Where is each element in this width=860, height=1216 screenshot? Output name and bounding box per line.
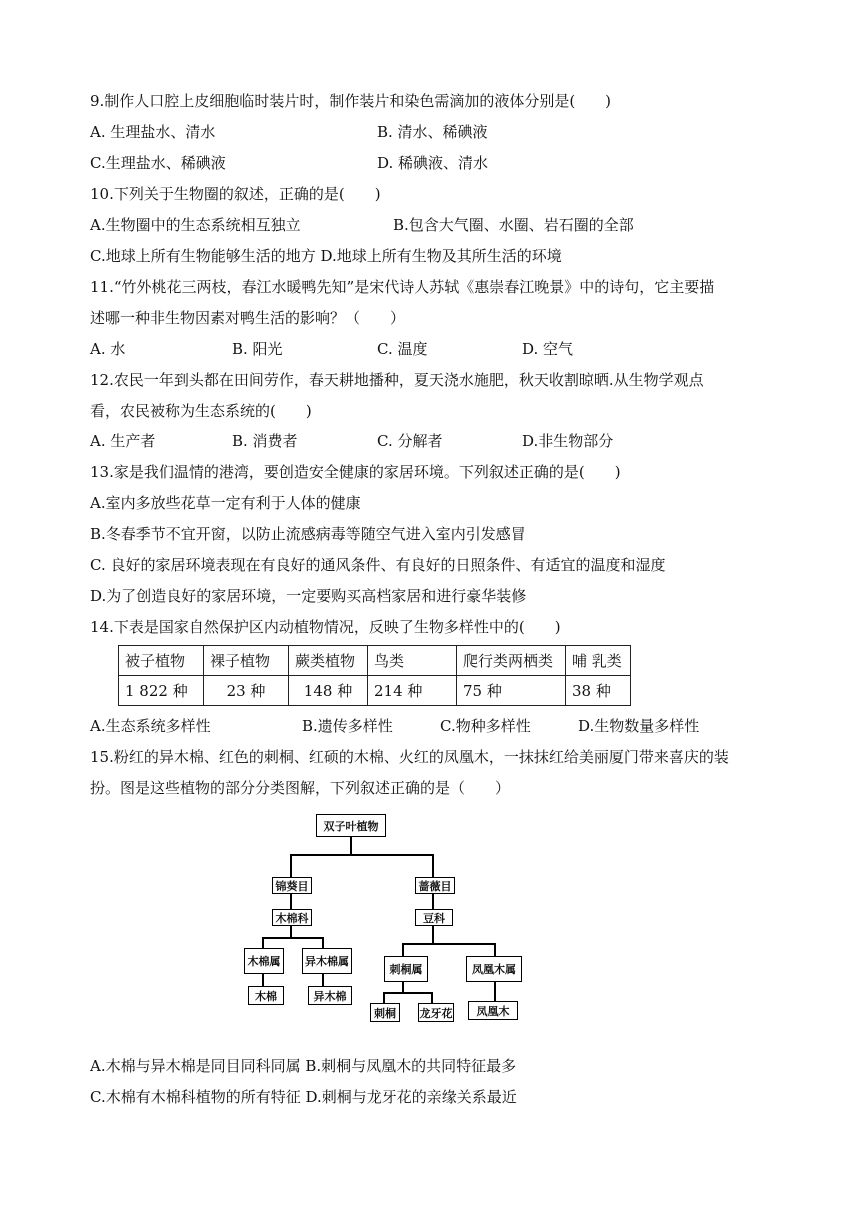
q15-stem-line1: 15.粉红的异木棉、红色的刺桐、红硕的木棉、火红的凤凰木，一抹抹红给美丽厦门带来喜庆的装 — [90, 748, 729, 766]
q10-option-a: A.生物圈中的生态系统相互独立 — [90, 216, 301, 234]
node-family-right: 豆科 — [415, 909, 453, 926]
connector — [431, 992, 433, 1003]
connector — [402, 943, 404, 956]
q13-stem: 13.家是我们温情的港湾，要创造安全健康的家居环境。下列叙述正确的是( ) — [90, 463, 621, 481]
connector — [262, 937, 324, 939]
connector — [262, 937, 264, 948]
connector — [432, 925, 434, 944]
table-row — [119, 676, 631, 706]
q11-stem-line1: 11.“竹外桃花三两枝，春江水暖鸭先知”是宋代诗人苏轼《惠崇春江晚景》中的诗句，它主要描 — [90, 278, 715, 296]
table-cell: 75 种 — [457, 676, 566, 706]
q12-stem-line2: 看，农民被称为生态系统的( ) — [90, 402, 312, 420]
table-header-row — [119, 646, 631, 676]
node-order-right: 蔷薇目 — [415, 877, 455, 894]
q11-option-b: B. 阳光 — [232, 340, 283, 358]
table-cell: 148 种 — [289, 676, 368, 706]
q14-option-d: D.生物数量多样性 — [578, 717, 700, 735]
table-header-cell: 被子植物 — [119, 646, 204, 676]
q14-option-a: A.生态系统多样性 — [90, 717, 211, 735]
q14-option-c: C.物种多样性 — [440, 717, 531, 735]
node-genus-2: 异木棉属 — [302, 948, 352, 974]
connector — [322, 937, 324, 948]
table-header-cell: 鸟类 — [368, 646, 457, 676]
q13-option-a: A.室内多放些花草一定有利于人体的健康 — [90, 494, 361, 512]
table-header-cell: 蕨类植物 — [289, 646, 368, 676]
table-cell: 23 种 — [204, 676, 289, 706]
connector — [383, 992, 433, 994]
q9-stem: 9.制作人口腔上皮细胞临时装片时，制作装片和染色需滴加的液体分别是( ) — [90, 92, 612, 110]
q11-option-d: D. 空气 — [522, 340, 574, 358]
q9-option-c: C.生理盐水、稀碘液 — [90, 154, 226, 172]
q15-stem-line2: 扮。图是这些植物的部分分类图解，下列叙述正确的是（ ） — [90, 779, 511, 797]
connector — [432, 893, 434, 910]
connector — [494, 981, 496, 1001]
q13-option-b: B.冬春季节不宜开窗，以防止流感病毒等随空气进入室内引发感冒 — [90, 525, 526, 543]
q9-option-d: D. 稀碘液、清水 — [377, 154, 489, 172]
table-cell: 214 种 — [368, 676, 457, 706]
q13-option-c: C. 良好的家居环境表现在有良好的通风条件、有良好的日照条件、有适宜的温度和湿度 — [90, 556, 666, 574]
node-genus-1: 木棉属 — [244, 948, 284, 974]
table-header-cell: 爬行类两栖类 — [457, 646, 566, 676]
connector — [290, 854, 434, 856]
q10-option-b: B.包含大气圈、水圈、岩石圈的全部 — [393, 216, 634, 234]
species-count-table — [118, 645, 631, 706]
table-cell: 1 822 种 — [119, 676, 204, 706]
q15-options-ab: A.木棉与异木棉是同目同科同属 B.刺桐与凤凰木的共同特征最多 — [90, 1057, 517, 1075]
node-class: 双子叶植物 — [316, 814, 386, 837]
connector — [494, 943, 496, 956]
q14-option-b: B.遗传多样性 — [302, 717, 393, 735]
connector — [290, 854, 292, 878]
table-header-cell: 哺 乳类 — [566, 646, 631, 676]
q12-option-a: A. 生产者 — [90, 432, 156, 450]
node-species-1: 木棉 — [248, 986, 284, 1005]
connector — [290, 893, 292, 910]
connector — [322, 973, 324, 987]
connector — [402, 943, 496, 945]
q11-stem-line2: 述哪一种非生物因素对鸭生活的影响？（ ） — [90, 309, 406, 327]
connector — [432, 854, 434, 878]
q10-options-cd: C.地球上所有生物能够生活的地方 D.地球上所有生物及其所生活的环境 — [90, 247, 562, 265]
q12-option-c: C. 分解者 — [377, 432, 443, 450]
node-genus-3: 刺桐属 — [384, 956, 428, 982]
table-header-cell: 裸子植物 — [204, 646, 289, 676]
q13-option-d: D.为了创造良好的家居环境，一定要购买高档家居和进行豪华装修 — [90, 587, 527, 605]
node-species-5: 凤凰木 — [468, 1001, 518, 1020]
table-cell: 38 种 — [566, 676, 631, 706]
node-species-2: 异木棉 — [308, 986, 352, 1005]
connector — [383, 992, 385, 1003]
connector — [350, 836, 352, 855]
q11-option-a: A. 水 — [90, 340, 126, 358]
q12-option-d: D.非生物部分 — [522, 432, 614, 450]
q10-stem: 10.下列关于生物圈的叙述，正确的是( ) — [90, 185, 381, 203]
node-species-4: 龙牙花 — [418, 1003, 454, 1022]
classification-diagram — [238, 808, 538, 1038]
q11-option-c: C. 温度 — [377, 340, 428, 358]
q12-option-b: B. 消费者 — [232, 432, 298, 450]
q9-option-b: B. 清水、稀碘液 — [377, 123, 488, 141]
connector — [262, 973, 264, 987]
q12-stem-line1: 12.农民一年到头都在田间劳作，春天耕地播种，夏天浇水施肥，秋天收割晾晒.从生物学观点 — [90, 371, 704, 389]
q9-option-a: A. 生理盐水、清水 — [90, 123, 216, 141]
node-family-left: 木棉科 — [272, 909, 312, 926]
q14-stem: 14.下表是国家自然保护区内动植物情况，反映了生物多样性中的( ) — [90, 618, 561, 636]
node-order-left: 锦葵目 — [272, 877, 312, 894]
node-species-3: 刺桐 — [370, 1003, 400, 1022]
q15-options-cd: C.木棉有木棉科植物的所有特征 D.刺桐与龙牙花的亲缘关系最近 — [90, 1088, 517, 1106]
node-genus-4: 凤凰木属 — [466, 956, 522, 982]
